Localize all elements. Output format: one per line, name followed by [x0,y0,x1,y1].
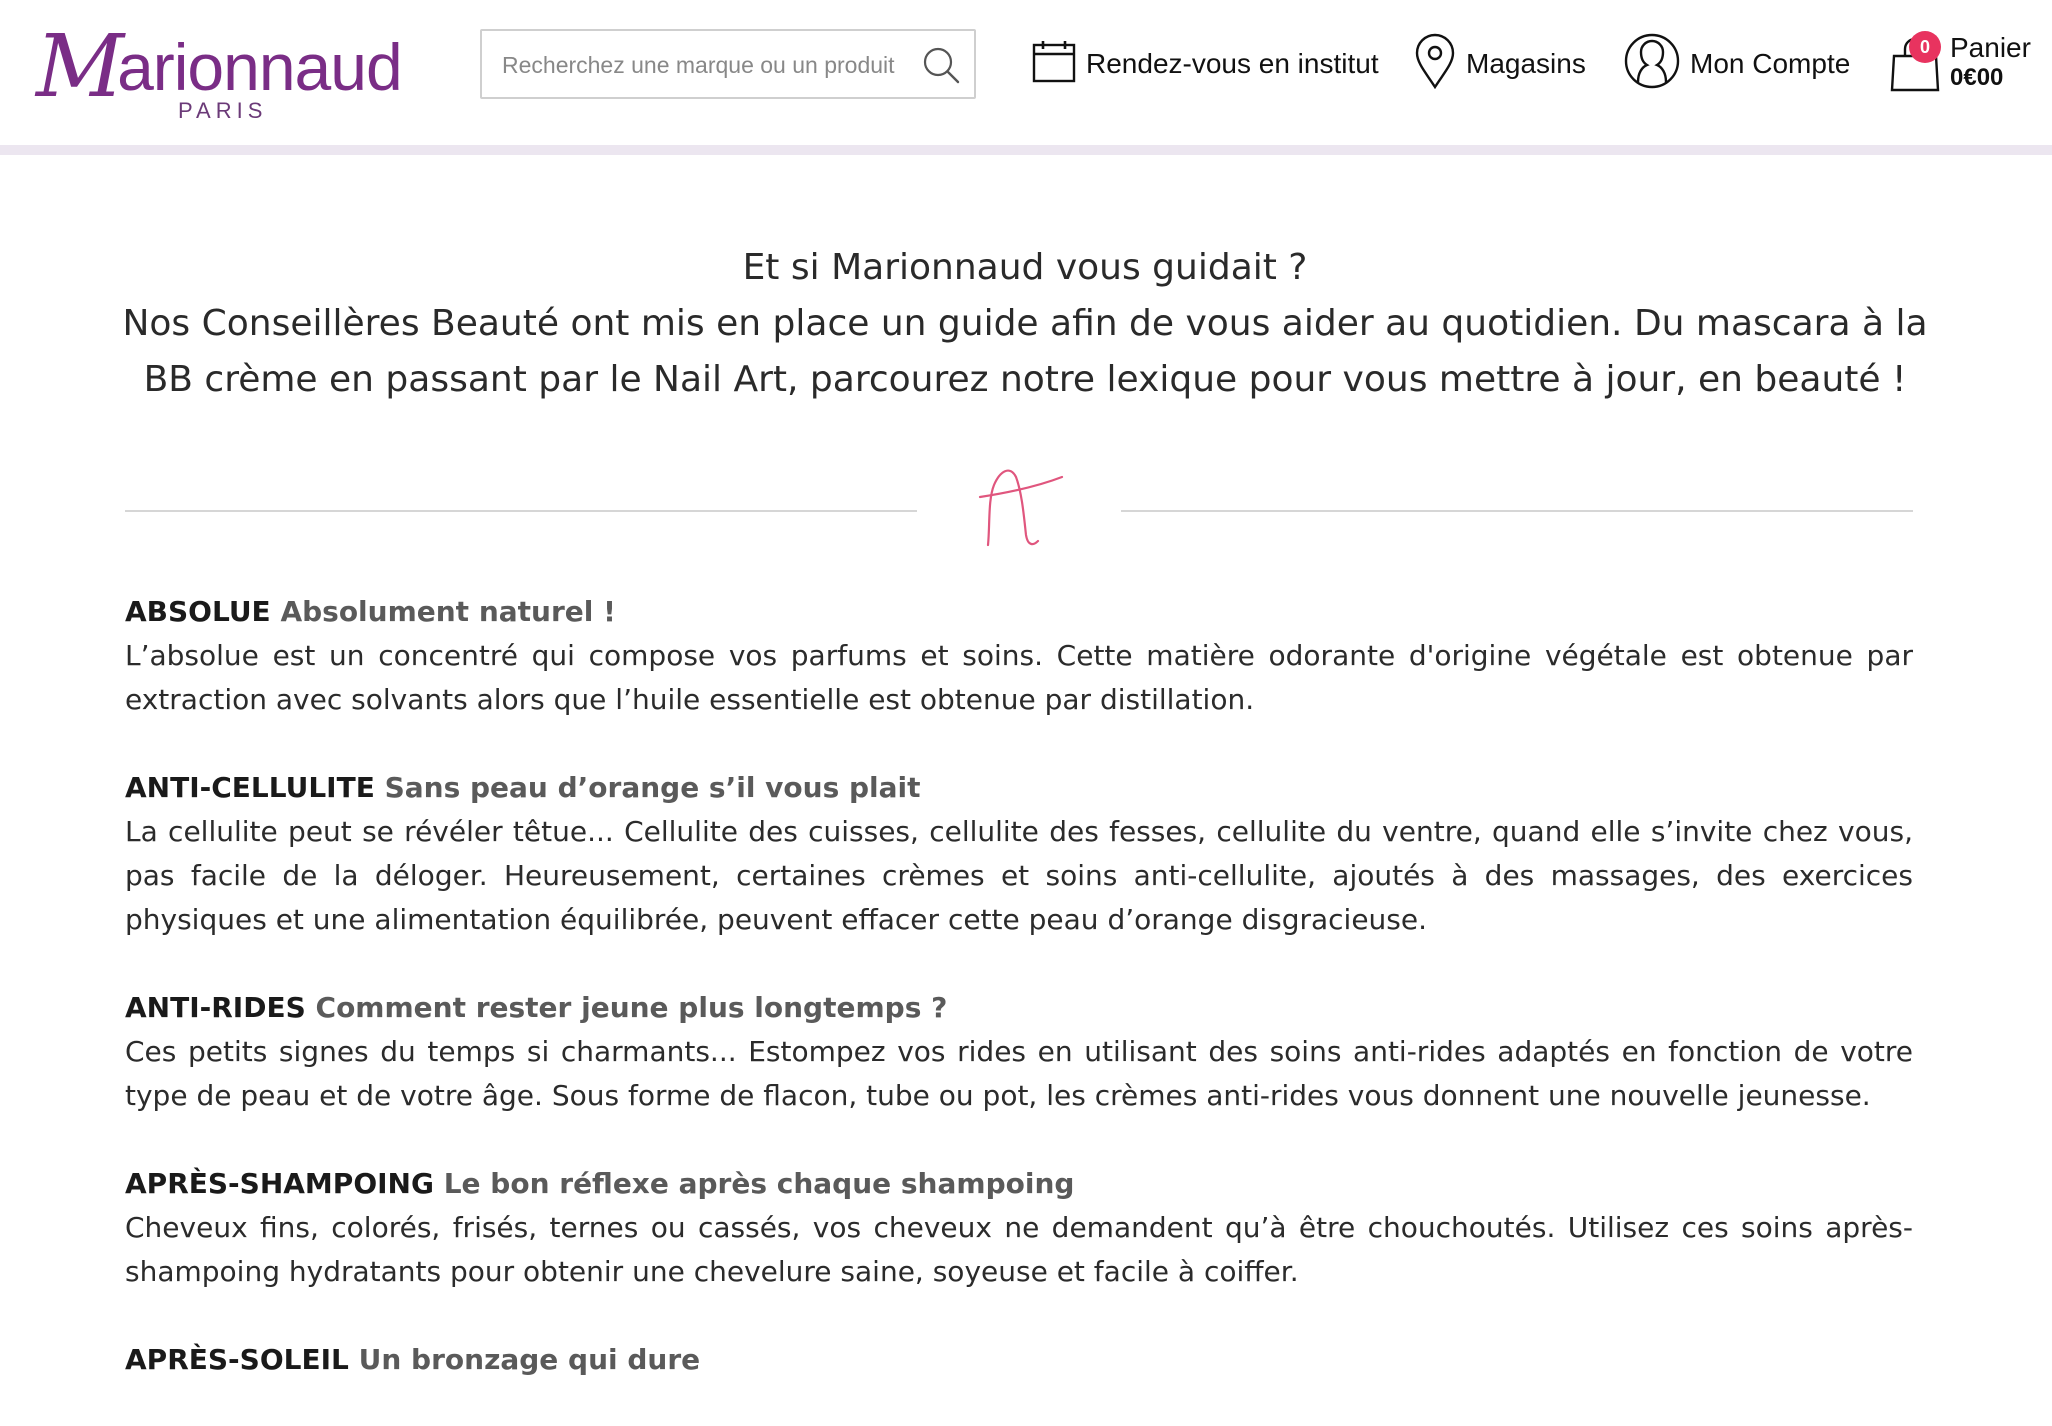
entry-term: ANTI-CELLULITE [125,771,375,804]
cart-label: Panier [1950,32,2031,63]
site-header [0,0,2052,155]
cart-button[interactable] [1888,28,2048,98]
nav-rendez-vous-label: Rendez-vous en institut [1086,48,1379,79]
search-input[interactable] [500,31,904,99]
nav-magasins-label: Magasins [1466,48,1586,79]
entry-tagline: Absolument naturel ! [280,595,616,628]
nav-mon-compte-label: Mon Compte [1690,48,1851,79]
entry-term: ABSOLUE [125,595,271,628]
lexicon-entry [125,590,1913,722]
search-box [480,29,976,99]
entry-term: ANTI-RIDES [125,991,306,1024]
entry-term: APRÈS-SOLEIL [125,1343,349,1376]
entry-term: APRÈS-SHAMPOING [125,1167,434,1200]
nav-magasins[interactable] [1414,32,1586,96]
intro-paragraph: Nos Conseillères Beauté ont mis en place un guide afin de vous aider au quotidien. Du mascara à la BB crème en passant par le Nail Art, parcourez notre lexique pour vous mettre à jour, en beauté ! [122,303,1928,400]
nav-rendez-vous[interactable] [1032,32,1379,96]
intro-text [110,240,1940,408]
section-letter-a [976,455,1066,555]
logo-wordmark: Marionnaud [36,17,402,117]
lexicon-entry [125,1162,1913,1294]
search-icon[interactable] [922,46,960,84]
lexicon-entry [125,986,1913,1118]
entry-description: La cellulite peut se révéler têtue... Cellulite des cuisses, cellulite des fesses, cellulite du ventre, quand elle s’invite chez vous, pas facile de la déloger. Heureusement, certaines crèmes et soins anti-cellulite, ajoutés à des massages, des exercices physiques et une alimentation équilibrée, peuvent effacer cette peau d’orange disgracieuse. [125,815,1913,936]
entry-tagline: Le bon réflexe après chaque shampoing [443,1167,1075,1200]
cart-amount: 0€00 [1950,64,2004,91]
entry-description: L’absolue est un concentré qui compose vos parfums et soins. Cette matière odorante d'origine végétale est obtenue par extraction avec solvants alors que l’huile essentielle est obtenue par distillation. [125,639,1913,716]
entry-description: Ces petits signes du temps si charmants... Estompez vos rides en utilisant des soins anti-rides adaptés en fonction de votre type de peau et de votre âge. Sous forme de flacon, tube ou pot, les crèmes anti-rides vous donnent une nouvelle jeunesse. [125,1035,1913,1112]
lexicon-entry [125,1338,1913,1382]
intro-title: Et si Marionnaud vous guidait ? [742,247,1308,288]
entry-tagline: Sans peau d’orange s’il vous plait [384,771,921,804]
entry-tagline: Comment rester jeune plus longtemps ? [315,991,948,1024]
lexicon-entry [125,766,1913,942]
nav-mon-compte[interactable] [1624,32,1850,96]
location-pin-icon [1414,33,1456,96]
marionnaud-logo[interactable] [36,17,402,128]
cart-count-badge: 0 [1909,31,1941,63]
calendar-icon [1032,39,1076,90]
entry-tagline: Un bronzage qui dure [358,1343,701,1376]
lexicon-entries [125,590,1913,1426]
logo-subtitle: PARIS [178,98,268,123]
divider-right [1121,510,1913,512]
entry-description: Cheveux fins, colorés, frisés, ternes ou cassés, vos cheveux ne demandent qu’à être chouchoutés. Utilisez ces soins après-shampoing hydratants pour obtenir une chevelure saine, soyeuse et facile à coiffer. [125,1211,1913,1288]
user-icon [1624,33,1680,96]
divider-left [125,510,917,512]
